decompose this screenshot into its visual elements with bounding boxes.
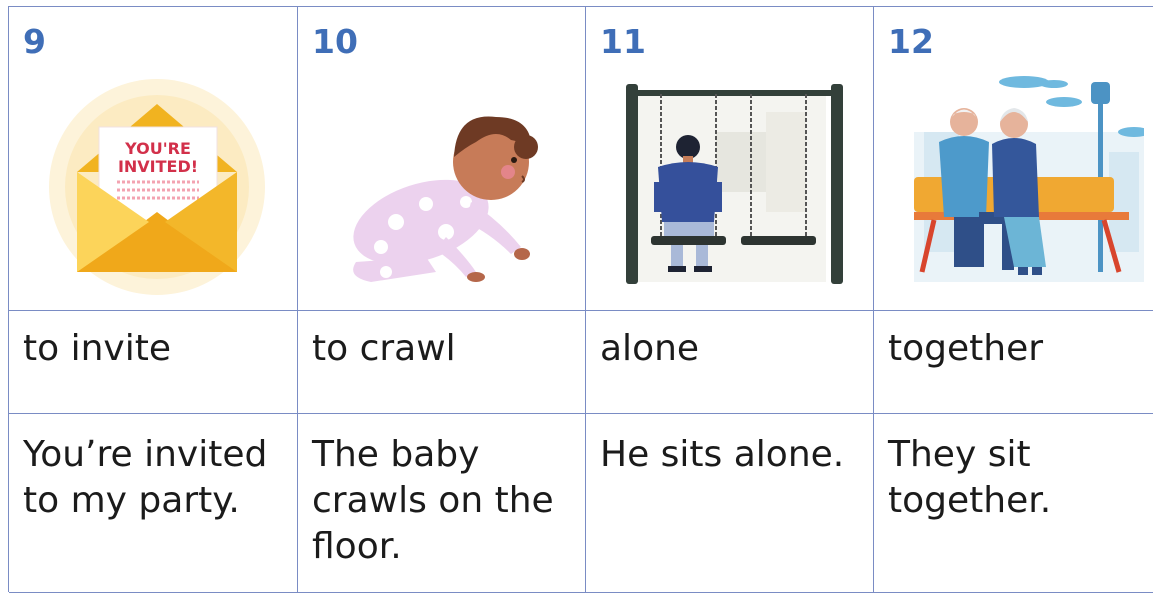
card-10-word-cell xyxy=(298,311,586,414)
vocabulary-word: to crawl xyxy=(312,328,456,369)
vocabulary-word: to invite xyxy=(23,328,171,369)
example-sentence: He sits alone. xyxy=(600,434,845,475)
card-12-sentence-cell xyxy=(874,414,1153,593)
vocabulary-word: alone xyxy=(600,328,700,369)
card-number: 11 xyxy=(600,22,646,61)
card-11-word-cell xyxy=(586,311,874,414)
card-number: 12 xyxy=(888,22,934,61)
invite-text-line2: INVITED! xyxy=(117,157,199,176)
invitation-envelope-icon xyxy=(37,72,277,302)
example-sentence: The baby crawls on the floor. xyxy=(312,434,554,567)
crawling-baby-icon xyxy=(326,72,566,302)
card-number: 9 xyxy=(23,22,46,61)
card-11-image-cell xyxy=(586,7,874,311)
card-12-word-cell xyxy=(874,311,1153,414)
card-number: 10 xyxy=(312,22,358,61)
example-sentence: You’re invited to my party. xyxy=(23,434,268,521)
vocabulary-table xyxy=(8,6,1153,592)
card-9-word-cell xyxy=(9,311,298,414)
couple-on-bench-icon xyxy=(914,72,1144,302)
boy-on-swing-icon xyxy=(596,72,856,302)
card-9-image-cell xyxy=(9,7,298,311)
card-12-image-cell xyxy=(874,7,1153,311)
card-10-sentence-cell xyxy=(298,414,586,593)
invite-text-line1: YOU'RE xyxy=(125,139,191,158)
example-sentence: They sit together. xyxy=(888,434,1052,521)
card-11-sentence-cell xyxy=(586,414,874,593)
card-10-image-cell xyxy=(298,7,586,311)
card-9-sentence-cell xyxy=(9,414,298,593)
vocabulary-word: together xyxy=(888,328,1044,369)
